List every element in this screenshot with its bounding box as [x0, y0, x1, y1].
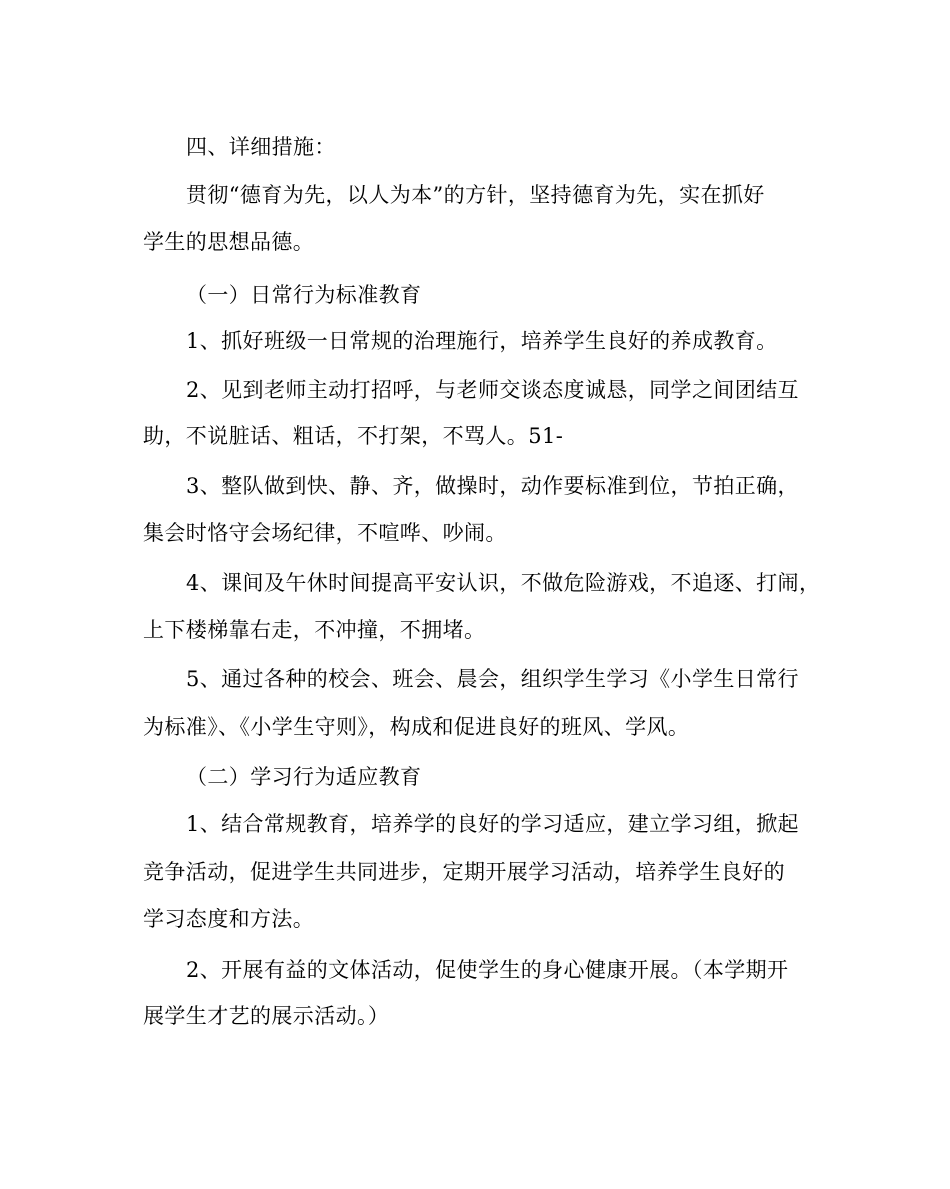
paragraph-line: 4、课间及午休时间提高平安认识，不做危险游戏，不追逐、打闹，: [186, 571, 821, 595]
paragraph-line: 展学生才艺的展示活动。）: [143, 1004, 390, 1028]
subsection-heading: （一）日常行为标准教育: [186, 283, 422, 307]
paragraph-line: 学习态度和方法。: [143, 907, 315, 931]
paragraph-line: 上下楼梯靠右走，不冲撞，不拥堵。: [143, 618, 486, 642]
paragraph-line: 学生的思想品德。: [143, 230, 315, 254]
paragraph-line: 1、抓好班级一日常规的治理施行，培养学生良好的养成教育。: [186, 329, 778, 353]
subsection-heading: （二）学习行为适应教育: [186, 765, 422, 789]
paragraph-line: 竞争活动，促进学生共同进步，定期开展学习活动，培养学生良好的: [143, 860, 785, 884]
paragraph-line: 3、整队做到快、静、齐，做操时，动作要标准到位，节拍正确，: [186, 474, 799, 498]
paragraph-line: 5、通过各种的校会、班会、晨会，组织学生学习《小学生日常行: [186, 667, 799, 691]
paragraph-line: 2、见到老师主动打招呼，与老师交谈态度诚恳，同学之间团结互: [186, 378, 799, 402]
paragraph-line: 贯彻“德育为先，以人为本”的方针，坚持德育为先，实在抓好: [186, 183, 765, 207]
paragraph-line: 1、结合常规教育，培养学的良好的学习适应，建立学习组，掀起: [186, 812, 799, 836]
paragraph-line: 为标准》、《小学生守则》，构成和促进良好的班风、学风。: [143, 715, 690, 739]
section-heading: 四、详细措施：: [186, 135, 336, 159]
paragraph-line: 集会时恪守会场纪律，不喧哗、吵闹。: [143, 521, 507, 545]
paragraph-line: 助，不说脏话、粗话，不打架，不骂人。51-: [143, 424, 564, 448]
paragraph-line: 2、开展有益的文体活动，促使学生的身心健康开展。（本学期开: [186, 958, 789, 982]
